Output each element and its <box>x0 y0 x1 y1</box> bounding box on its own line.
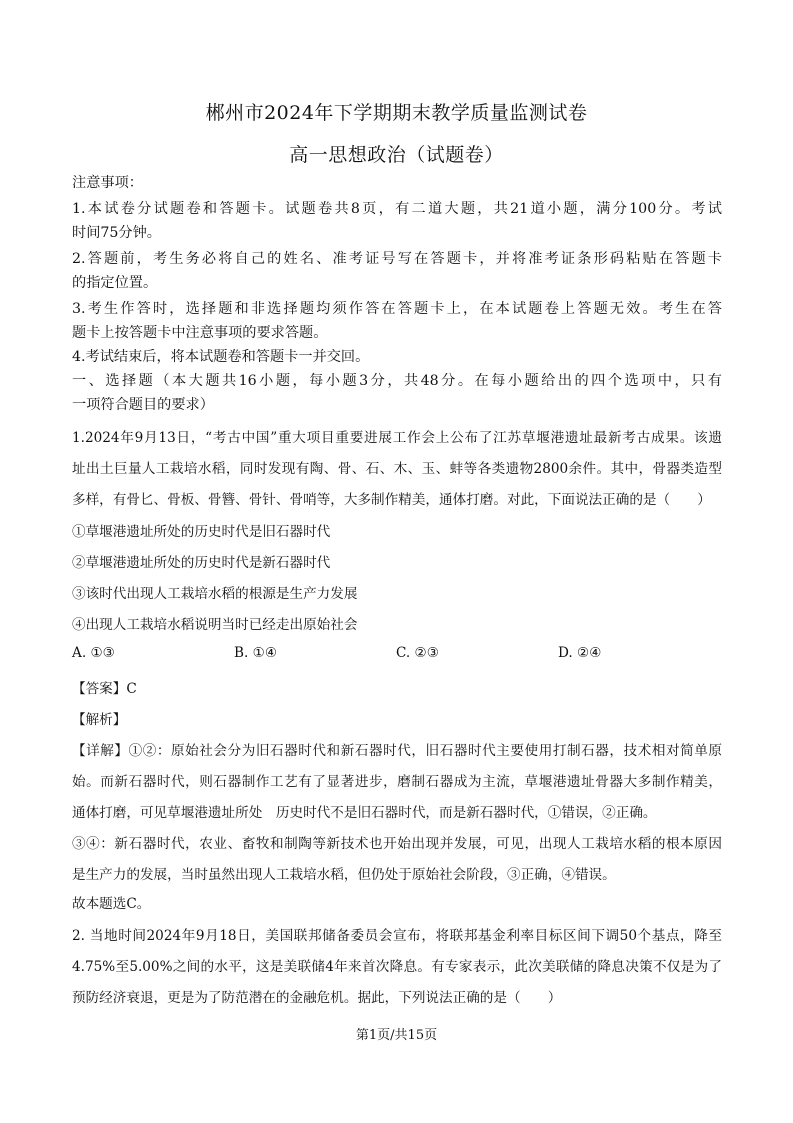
notes-heading: 注意事项： <box>72 175 143 191</box>
page-subtitle: 高一思想政治（试题卷） <box>289 144 504 166</box>
q1-detail-line: 始。而新石器时代，则石器制作工艺有了显著进步，磨制石器成为主流，草堰港遗址骨器大多制作精美， <box>72 774 722 790</box>
q2-stem-line: 预防经济衰退，更是为了防范潜在的金融危机。据此，下列说法正确的是（ ） <box>72 990 562 1006</box>
option-a: A. ①③ <box>72 645 115 661</box>
q1-answer: 【答案】C <box>72 681 137 697</box>
q1-statement: ④出现人工栽培水稻说明当时已经走出原始社会 <box>72 617 358 633</box>
q2-stem-line: 2. 当地时间2024年9月18日，美国联邦储备委员会宣布，将联邦基金利率目标区间下调50个基点，降至 <box>72 928 722 944</box>
q1-statement: ①草堰港遗址所处的历史时代是旧石器时代 <box>72 524 331 540</box>
option-b: B. ①④ <box>234 645 278 661</box>
page-title: 郴州市2024年下学期期末教学质量监测试卷 <box>205 102 588 124</box>
q1-analysis-label: 【解析】 <box>72 712 127 728</box>
q1-detail-line: 【详解】①②：原始社会分为旧石器时代和新石器时代，旧石器时代主要使用打制石器，技术相对简单原 <box>72 743 722 759</box>
q1-statement: ②草堰港遗址所处的历史时代是新石器时代 <box>72 555 331 571</box>
notes-line: 3.考生作答时，选择题和非选择题均须作答在答题卡上，在本试题卷上答题无效。考生在答 <box>72 301 722 317</box>
section-heading: 一、选择题（本大题共16小题，每小题3分，共48分。在每小题给出的四个选项中，只有 <box>72 373 722 389</box>
notes-line: 1.本试卷分试题卷和答题卡。试题卷共8页，有二道大题，共21道小题，满分100分。考试 <box>72 201 722 217</box>
q1-detail-line: 通体打磨，可见草堰港遗址所处 历史时代不是旧石器时代，而是新石器时代，①错误，②正确。 <box>72 805 657 821</box>
q1-detail-line: 故本题选C。 <box>72 896 151 912</box>
notes-line: 2.答题前，考生务必将自己的姓名、准考证号写在答题卡，并将准考证条形码粘贴在答题卡 <box>72 251 722 267</box>
section-heading: 一项符合题目的要求） <box>72 397 214 413</box>
option-c: C. ②③ <box>396 645 439 661</box>
q1-stem-line: 址出土巨量人工栽培水稻，同时发现有陶、骨、石、木、玉、蚌等各类遗物2800余件。其中，骨器类造型 <box>72 461 722 477</box>
q1-statement: ③该时代出现人工栽培水稻的根源是生产力发展 <box>72 586 358 602</box>
q1-detail-line: ③④：新石器时代，农业、畜牧和制陶等新技术也开始出现并发展，可见，出现人工栽培水稻的根本原因 <box>72 836 722 852</box>
page-number: 第1页/共15页 <box>355 1028 438 1043</box>
notes-line: 的指定位置。 <box>72 275 158 291</box>
q2-stem-line: 4.75%至5.00%之间的水平，这是美联储4年来首次降息。有专家表示，此次美联储的降息决策不仅是为了 <box>72 959 722 975</box>
q1-stem-line: 多样，有骨匕、骨板、骨簪、骨针、骨哨等，大多制作精美，通体打磨。对此，下面说法正确的是（ ） <box>72 492 711 508</box>
notes-line: 4.考试结束后，将本试题卷和答题卡一并交回。 <box>72 349 370 365</box>
q1-detail-line: 是生产力的发展，当时虽然出现人工栽培水稻，但仍处于原始社会阶段，③正确，④错误。 <box>72 867 616 883</box>
option-d: D. ②④ <box>558 645 602 661</box>
q1-stem-line: 1.2024年9月13日，“考古中国”重大项目重要进展工作会上公布了江苏草堰港遗址最新考古成果。该遗 <box>72 430 722 446</box>
notes-line: 时间75分钟。 <box>72 225 161 241</box>
notes-line: 题卡上按答题卡中注意事项的要求答题。 <box>72 325 328 341</box>
